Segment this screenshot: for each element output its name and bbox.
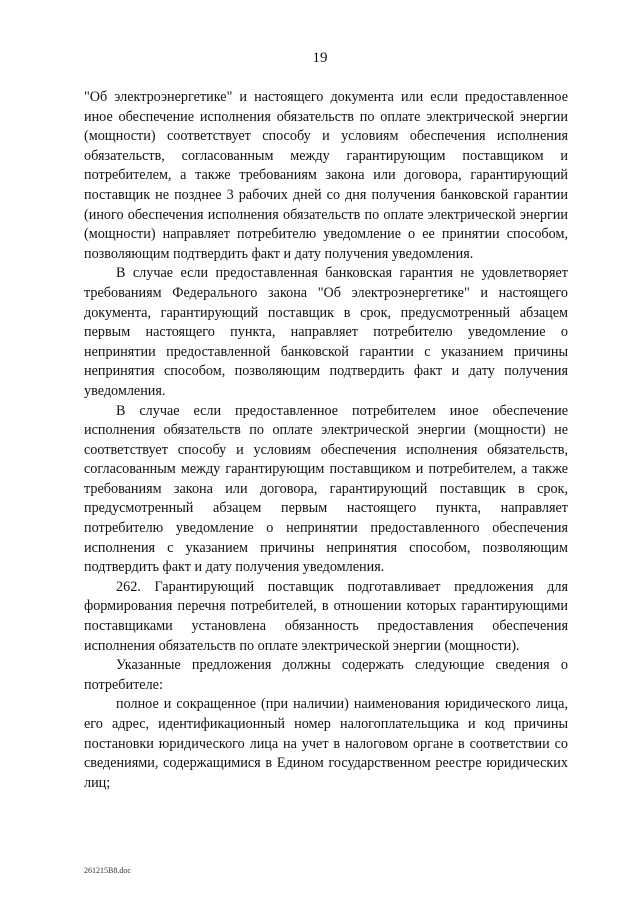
paragraph-required-info: Указанные предложения должны содержать следующие сведения о потребителе: (84, 657, 568, 693)
footer-filename: 261215B8.doc (84, 866, 131, 875)
document-body (84, 88, 568, 793)
paragraph-continuation: "Об электроэнергетике" и настоящего документа или если предоставленное иное обеспечение исполнения обязательств по оплате электрической энергии (мощности) соответствует способу и условиям обеспечения исполнения обязательств, согласованным между гарантирующим поставщиком и потребителем, а также требованиям закона или договора, гарантирующий поставщик не позднее 3 рабочих дней со дня получения банковской гарантии (иного обеспечения исполнения обязательств по оплате электрической энергии (мощности) направляет потребителю уведомление о ее принятии способом, позволяющим подтвердить факт и дату получения уведомления. (84, 89, 568, 262)
paragraph-clause-262: 262. Гарантирующий поставщик подготавливает предложения для формирования перечня потребителей, в отношении которых гарантирующими поставщиками установлена обязанность предоставления обеспечения исполнения обязательств по оплате электрической энергии (мощности). (84, 578, 568, 654)
paragraph-bank-guarantee-rejection: В случае если предоставленная банковская гарантия не удовлетворяет требованиям Федерального закона "Об электроэнергетике" и настоящего документа, гарантирующий поставщик в срок, предусмотренный абзацем первым настоящего пункта, направляет потребителю уведомление о непринятии предоставленной банковской гарантии с указанием причины непринятия способом, позволяющим подтвердить факт и дату получения уведомления. (84, 265, 568, 399)
paragraph-legal-entity-details: полное и сокращенное (при наличии) наименования юридического лица, его адрес, идентификационный номер налогоплательщика и код причины постановки юридического лица на учет в налоговом органе в соответствии со сведениями, содержащимися в Едином государственном реестре юридических лиц; (84, 696, 568, 791)
paragraph-other-security-rejection: В случае если предоставленное потребителем иное обеспечение исполнения обязательств по оплате электрической энергии (мощности) не соответствует способу и условиям обеспечения исполнения обязательств, согласованным между гарантирующим поставщиком и потребителем, а также требованиям закона или договора, гарантирующий поставщик в срок, предусмотренный абзацем первым настоящего пункта, направляет потребителю уведомление о непринятии предоставленного обеспечения исполнения с указанием причины непринятия способом, позволяющим подтвердить факт и дату получения уведомления. (84, 402, 568, 576)
page-number: 19 (312, 50, 328, 66)
